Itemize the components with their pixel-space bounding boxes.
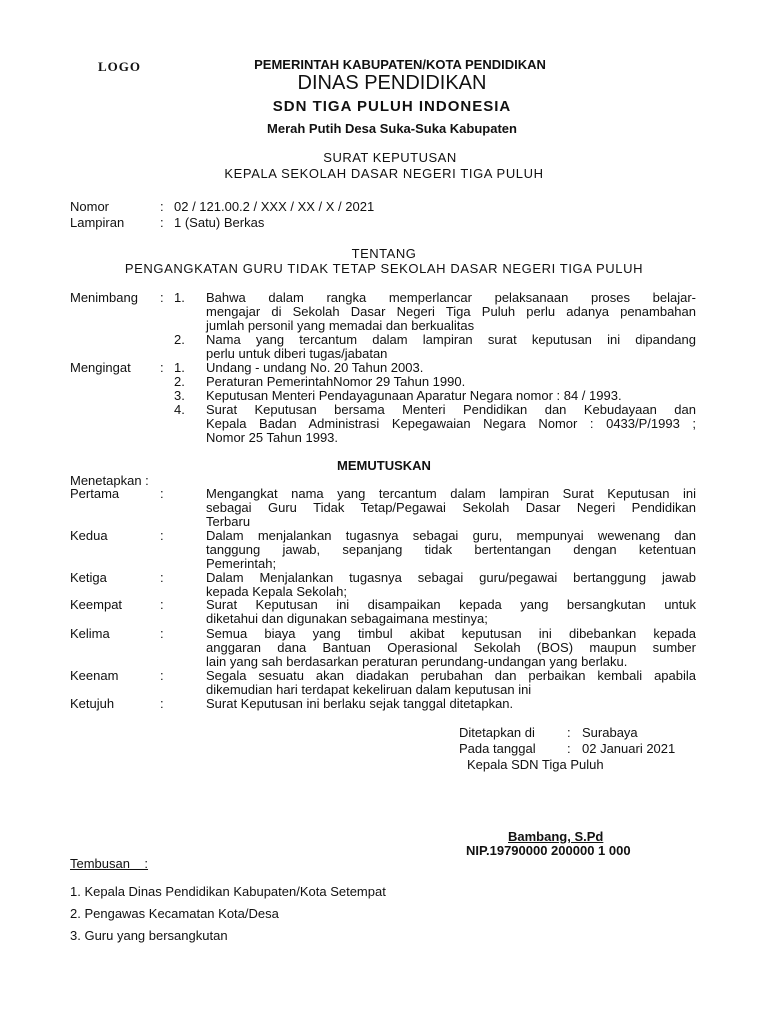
decision-ketujuh-line-1: Surat Keputusan ini berlaku sejak tanggal ditetapkan. bbox=[206, 696, 514, 711]
decision-label-kelima: Kelima bbox=[70, 626, 110, 641]
decision-keenam-line-2: dikemudian hari terdapat kekeliruan dalam keputusan ini bbox=[206, 682, 532, 697]
decision-kelima-line-1: Semua biaya yang timbul akibat keputusan ini dibebankan kepada bbox=[206, 626, 696, 641]
decision-label-kedua: Kedua bbox=[70, 528, 108, 543]
memutuskan-heading: MEMUTUSKAN bbox=[337, 458, 431, 473]
menimbang-num-2: 2. bbox=[174, 332, 185, 347]
decision-keenam-line-1: Segala sesuatu akan diadakan perubahan dan perbaikan kembali apabila bbox=[206, 668, 696, 683]
lampiran-label: Lampiran bbox=[70, 215, 125, 230]
decision-colon: : bbox=[160, 696, 164, 711]
menimbang-1-line-3: jumlah personil yang memadai dan berkualitas bbox=[206, 318, 475, 333]
decision-colon: : bbox=[160, 570, 164, 585]
date-value: 02 Januari 2021 bbox=[582, 741, 676, 756]
decision-ketiga-line-1: Dalam Menjalankan tugasnya sebagai guru/pegawai bertanggung jawab bbox=[206, 570, 696, 585]
document-title: SURAT KEPUTUSAN bbox=[323, 150, 457, 165]
menimbang-2-line-1: Nama yang tercantum dalam lampiran surat keputusan ini dipandang bbox=[206, 332, 696, 347]
header-government: PEMERINTAH KABUPATEN/KOTA PENDIDIKAN bbox=[254, 57, 546, 72]
decision-label-ketiga: Ketiga bbox=[70, 570, 107, 585]
menimbang-label: Menimbang bbox=[70, 290, 138, 305]
menimbang-1-line-2: mengajar di Sekolah Dasar Negeri Tiga Puluh perlu adanya penambahan bbox=[206, 304, 696, 319]
nomor-value: 02 / 121.00.2 / XXX / XX / X / 2021 bbox=[174, 199, 375, 214]
decision-kedua-line-2: tanggung jawab, sepanjang tidak bertentangan dengan ketentuan bbox=[206, 542, 696, 557]
mengingat-num-1: 1. bbox=[174, 360, 185, 375]
signatory-nip: NIP.19790000 200000 1 000 bbox=[466, 843, 631, 858]
decision-kedua-line-3: Pemerintah; bbox=[206, 556, 277, 571]
decision-colon: : bbox=[160, 486, 164, 501]
tentang-label: TENTANG bbox=[351, 246, 417, 261]
decision-kelima-line-3: lain yang sah berdasarkan peraturan perundang-undangan yang berlaku. bbox=[206, 654, 628, 669]
decision-pertama-line-1: Mengangkat nama yang tercantum dalam lampiran Surat Keputusan ini bbox=[206, 486, 696, 501]
place-value: Surabaya bbox=[582, 725, 638, 740]
date-label: Pada tanggal bbox=[459, 741, 536, 756]
nomor-colon: : bbox=[160, 199, 164, 214]
decision-kelima-line-2: anggaran dana Bantuan Operasional Sekolah (BOS) maupun sumber bbox=[206, 640, 696, 655]
decision-label-keempat: Keempat bbox=[70, 597, 123, 612]
decision-colon: : bbox=[160, 597, 164, 612]
mengingat-num-3: 3. bbox=[174, 388, 185, 403]
decision-label-ketujuh: Ketujuh bbox=[70, 696, 115, 711]
decision-pertama-line-2: sebagai Guru Tidak Tetap/Pegawai Sekolah Dasar Negeri Pendidikan bbox=[206, 500, 696, 515]
mengingat-3-line-1: Keputusan Menteri Pendayagunaan Aparatur Negara nomor : 84 / 1993. bbox=[206, 388, 622, 403]
decision-kedua-line-1: Dalam menjalankan tugasnya sebagai guru, mempunyai wewenang dan bbox=[206, 528, 696, 543]
header-dinas: DINAS PENDIDIKAN bbox=[297, 72, 487, 94]
mengingat-label: Mengingat bbox=[70, 360, 131, 375]
mengingat-2-line-1: Peraturan PemerintahNomor 29 Tahun 1990. bbox=[206, 374, 466, 389]
decision-keempat-line-2: diketahui dan digunakan sebagaimana mestinya; bbox=[206, 611, 488, 626]
logo-placeholder: LOGO bbox=[98, 59, 142, 74]
lampiran-colon: : bbox=[160, 215, 164, 230]
mengingat-1-line-1: Undang - undang No. 20 Tahun 2003. bbox=[206, 360, 424, 375]
tembusan-item: 2. Pengawas Kecamatan Kota/Desa bbox=[70, 906, 279, 921]
decision-label-keenam: Keenam bbox=[70, 668, 119, 683]
header-address: Merah Putih Desa Suka-Suka Kabupaten bbox=[267, 121, 517, 136]
menimbang-2-line-2: perlu untuk diberi tugas/jabatan bbox=[206, 346, 388, 361]
menimbang-num-1: 1. bbox=[174, 290, 185, 305]
menimbang-colon: : bbox=[160, 290, 164, 305]
mengingat-4-line-1: Surat Keputusan bersama Menteri Pendidikan dan Kebudayaan dan bbox=[206, 402, 696, 417]
document-subtitle: KEPALA SEKOLAH DASAR NEGERI TIGA PULUH bbox=[224, 166, 544, 181]
tembusan-item: 3. Guru yang bersangkutan bbox=[70, 928, 228, 943]
nomor-label: Nomor bbox=[70, 199, 110, 214]
menimbang-1-line-1: Bahwa dalam rangka memperlancar pelaksanaan proses belajar- bbox=[206, 290, 696, 305]
decision-colon: : bbox=[160, 626, 164, 641]
mengingat-num-2: 2. bbox=[174, 374, 185, 389]
mengingat-4-line-3: Nomor 25 Tahun 1993. bbox=[206, 430, 339, 445]
signatory-name: Bambang, S.Pd bbox=[508, 829, 604, 844]
place-label: Ditetapkan di bbox=[459, 725, 535, 740]
tentang-subject: PENGANGKATAN GURU TIDAK TETAP SEKOLAH DASAR NEGERI TIGA PULUH bbox=[124, 261, 644, 276]
mengingat-colon: : bbox=[160, 360, 164, 375]
signatory-position: Kepala SDN Tiga Puluh bbox=[467, 757, 604, 772]
tembusan-item: 1. Kepala Dinas Pendidikan Kabupaten/Kota Setempat bbox=[70, 884, 386, 899]
mengingat-4-line-2: Kepala Badan Administrasi Kepegawaian Negara Nomor : 0433/P/1993 ; bbox=[206, 416, 696, 431]
decision-colon: : bbox=[160, 668, 164, 683]
place-colon: : bbox=[567, 725, 571, 740]
decision-pertama-line-3: Terbaru bbox=[206, 514, 251, 529]
mengingat-num-4: 4. bbox=[174, 402, 185, 417]
header-school: SDN TIGA PULUH INDONESIA bbox=[272, 98, 512, 115]
decision-colon: : bbox=[160, 528, 164, 543]
date-colon: : bbox=[567, 741, 571, 756]
tembusan-label: Tembusan : bbox=[70, 856, 149, 871]
decision-label-pertama: Pertama bbox=[70, 486, 120, 501]
menetapkan-label: Menetapkan : bbox=[70, 473, 149, 488]
decision-keempat-line-1: Surat Keputusan ini disampaikan kepada yang bersangkutan untuk bbox=[206, 597, 696, 612]
lampiran-value: 1 (Satu) Berkas bbox=[174, 215, 265, 230]
decision-ketiga-line-2: kepada Kepala Sekolah; bbox=[206, 584, 347, 599]
